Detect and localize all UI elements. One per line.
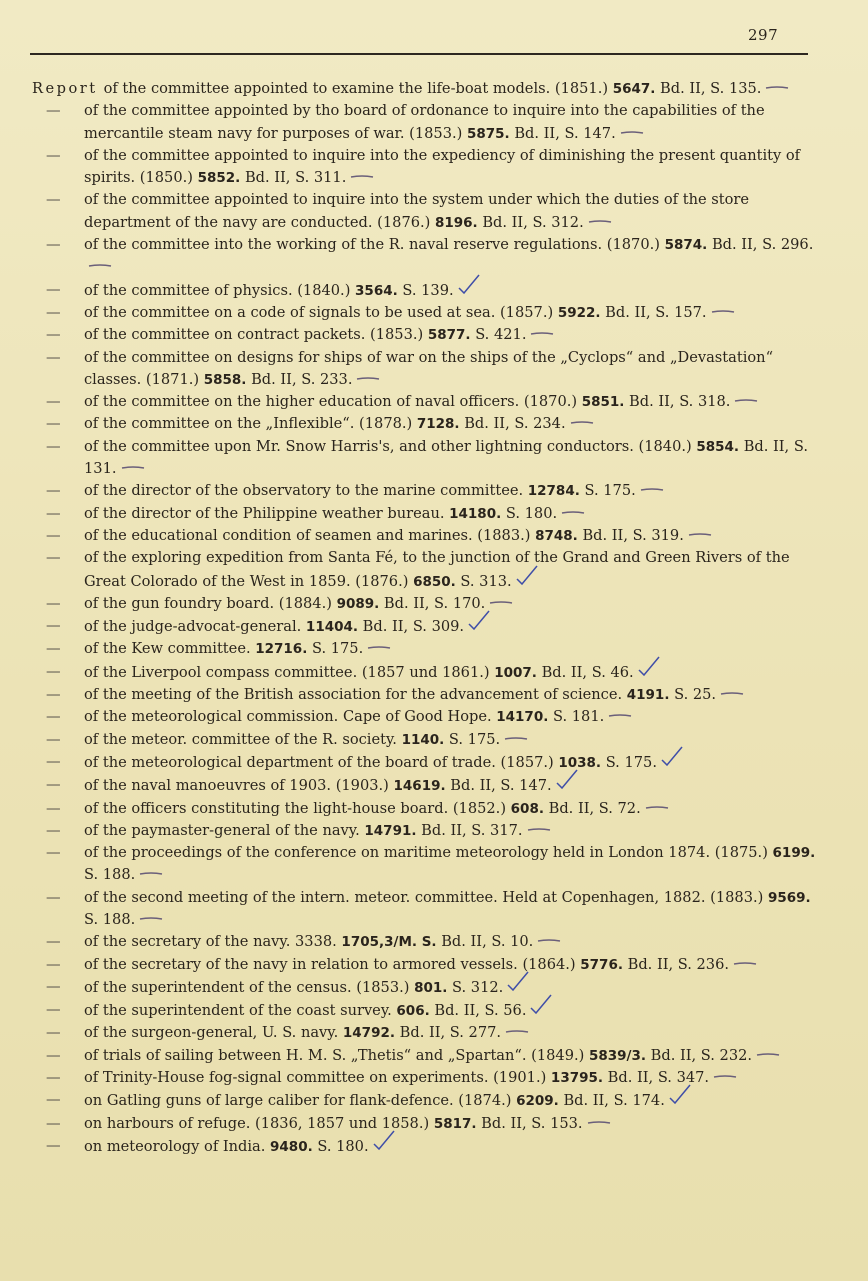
entry-number: 14170. [496, 709, 549, 726]
ditto-dash: — [46, 686, 61, 704]
index-entry [32, 1113, 824, 1135]
entry-number: 14791. [364, 822, 417, 839]
index-entry [32, 324, 824, 346]
entry-number: 11404. [305, 619, 359, 636]
index-entry [32, 887, 824, 932]
index-entry [32, 503, 824, 525]
entry-title: of the educational condition of seamen and marines. (1883.) [84, 526, 536, 544]
checkmark-icon [516, 570, 538, 586]
dash-mark-icon [608, 711, 632, 721]
entry-number: 5875. [466, 125, 510, 142]
checkmark-icon [556, 774, 578, 790]
ditto-dash: — [46, 526, 61, 544]
dash-mark-icon [587, 1118, 611, 1128]
entry-number: 5817. [433, 1115, 477, 1132]
dash-mark-icon [645, 803, 669, 813]
dash-mark-icon [588, 217, 612, 227]
entry-title: of the second meeting of the intern. meteor. committee. Held at Copenhagen, 1882. (1883.) [84, 888, 768, 906]
index-entry [32, 234, 824, 279]
dash-mark-icon [640, 485, 664, 495]
entry-title: of the meteorological department of the board of trade. (1857.) [84, 753, 559, 771]
entry-number: 5922. [557, 304, 601, 321]
checkmark-icon [507, 976, 529, 992]
entry-title: of the secretary of the navy in relation to armored vessels. (1864.) [84, 955, 581, 973]
ditto-dash: — [46, 236, 61, 254]
entry-title: of the meteorological commission. Cape of Good Hope. [84, 708, 497, 726]
entry-number: 1038. [558, 754, 602, 771]
index-entry [32, 347, 824, 392]
ditto-dash: — [46, 102, 61, 120]
dash-mark-icon [530, 329, 554, 339]
index-entry [32, 1089, 824, 1112]
entry-number: 5852. [197, 170, 241, 187]
entry-title: of the committee upon Mr. Snow Harris's, and other lightning conductors. (1840.) [84, 437, 697, 455]
entry-title: of the committee into the working of the R. naval reserve regulations. (1870.) [84, 236, 665, 254]
entry-number: 8748. [535, 527, 578, 544]
entry-reference: S. 188. [84, 866, 136, 884]
index-entry [32, 1135, 824, 1158]
entry-title: of the Kew committee. [84, 640, 256, 658]
entry-reference: Bd. II, S. 319. [582, 526, 684, 544]
ditto-dash: — [46, 415, 61, 433]
index-entry [32, 954, 824, 976]
entry-number: 5851. [581, 394, 625, 411]
index-entry [32, 593, 824, 615]
entry-reference: S. 175. [605, 753, 657, 771]
entry-reference: Bd. II, S. 312. [482, 213, 584, 231]
dash-mark-icon [733, 959, 757, 969]
dash-mark-icon [139, 914, 163, 924]
entry-number: 4191. [626, 687, 670, 704]
index-entry [32, 1067, 824, 1089]
checkmark-icon [468, 615, 490, 631]
entry-title: of the committee on the higher education of naval officers. (1870.) [84, 393, 582, 411]
ditto-dash: — [46, 933, 61, 951]
entry-title: of the director of the observatory to the marine committee. [84, 482, 528, 500]
ditto-dash: — [46, 326, 61, 344]
ditto-dash: — [46, 821, 61, 839]
entry-reference: S. 175. [311, 640, 364, 658]
dash-mark-icon [756, 1050, 780, 1060]
index-entry [32, 820, 824, 842]
dash-mark-icon [570, 418, 594, 428]
ditto-dash: — [46, 799, 61, 817]
index-entry [32, 189, 824, 234]
entry-title: of the surgeon-general, U. S. navy. [84, 1024, 343, 1042]
ditto-dash: — [46, 955, 61, 973]
entry-number: 5839/3. [588, 1047, 646, 1064]
index-entry [32, 391, 824, 413]
dash-mark-icon [765, 83, 789, 93]
checkmark-icon [638, 661, 660, 677]
ditto-dash: — [46, 730, 61, 748]
entry-reference: Bd. II, S. 147. [514, 124, 616, 142]
entry-title: of the director of the Philippine weather bureau. [84, 504, 450, 522]
checkmark-icon [458, 279, 480, 295]
ditto-dash: — [46, 594, 61, 612]
ditto-dash: — [46, 977, 61, 995]
ditto-dash: — [46, 482, 61, 500]
entry-number: 7128. [416, 416, 460, 433]
entry-reference: Bd. II, S. 232. [650, 1046, 753, 1064]
dash-mark-icon [527, 825, 551, 835]
entry-reference: Bd. II, S. 10. [441, 933, 534, 951]
dash-mark-icon [734, 396, 758, 406]
index-entry [32, 547, 824, 593]
index-entry [32, 798, 824, 820]
entry-number: 608. [510, 800, 544, 817]
entry-number: 5858. [203, 371, 247, 388]
entry-number: 1007. [494, 664, 537, 681]
entry-reference: S. 312. [452, 978, 504, 996]
dash-mark-icon [356, 374, 380, 384]
entry-title: of the committee appointed to inquire into the expediency of diminishing the present quantity of spirits. (1850.) [84, 146, 801, 187]
ditto-dash: — [46, 191, 61, 209]
index-entry [32, 684, 824, 706]
entry-number: 12716. [255, 641, 308, 658]
entry-title: of the naval manoeuvres of 1903. (1903.) [84, 777, 394, 795]
index-entry [32, 302, 824, 324]
checkmark-icon [530, 999, 552, 1015]
entry-number: 14619. [393, 778, 446, 795]
entry-title: on Gatling guns of large caliber for flank-defence. (1874.) [84, 1092, 517, 1110]
entry-number: 5647. [612, 81, 656, 97]
index-entry [32, 615, 824, 638]
entry-reference: Bd. II, S. 170. [383, 594, 486, 612]
dash-mark-icon [720, 689, 744, 699]
entry-title: of the committee appointed to examine the life-boat models. (1851.) [103, 80, 613, 97]
entry-number: 14180. [449, 505, 502, 522]
entry-title: of the proceedings of the conference on maritime meteorology held in London 1874. (1875.) [84, 844, 773, 862]
entry-heading: Report [32, 80, 98, 97]
entry-title: of the secretary of the navy. 3338. [84, 933, 342, 951]
dash-mark-icon [561, 508, 585, 518]
entry-number: 14792. [342, 1025, 395, 1042]
entry-reference: Bd. II, S. 236. [627, 955, 730, 973]
page-number: 297 [748, 26, 779, 44]
entry-number: 5877. [427, 327, 471, 344]
entry-reference: Bd. II, S. 174. [563, 1092, 665, 1110]
entry-reference: S. 175. [584, 482, 636, 500]
entry-number: 801. [414, 979, 448, 996]
entry-reference: Bd. II, S. 46. [541, 663, 634, 681]
entry-title: of the officers constituting the light-house board. (1852.) [84, 799, 511, 817]
entry-reference: S. 25. [674, 686, 717, 704]
entry-title: of the committee on contract packets. (1853.) [84, 326, 428, 344]
entry-reference: S. 175. [448, 730, 501, 748]
entry-number: 8196. [434, 214, 478, 231]
dash-mark-icon [688, 530, 712, 540]
ditto-dash: — [46, 393, 61, 411]
entry-title: of the paymaster-general of the navy. [84, 821, 365, 839]
index-entry [32, 976, 824, 999]
index-entry [32, 999, 824, 1022]
ditto-dash: — [46, 708, 61, 726]
index-entry [32, 842, 824, 887]
entry-reference: S. 421. [475, 326, 527, 344]
entry-number: 9569. [767, 889, 811, 906]
entry-reference: Bd. II, S. 318. [629, 393, 731, 411]
entry-number: 3564. [355, 282, 398, 299]
dash-mark-icon [350, 172, 374, 182]
entry-title: of trials of sailing between H. M. S. „Thetis“ and „Spartan“. (1849.) [84, 1046, 589, 1064]
ditto-dash: — [46, 776, 61, 794]
entry-number: 1140. [401, 731, 445, 748]
entry-reference: Bd. II, S. 309. [362, 618, 465, 636]
entry-reference: S. 180. [317, 1137, 369, 1155]
dash-mark-icon [505, 1027, 529, 1037]
index-entry [32, 78, 824, 100]
ditto-dash: — [46, 1046, 61, 1064]
entry-reference: Bd. II, S. 347. [607, 1069, 710, 1087]
entry-reference: S. 181. [553, 708, 605, 726]
index-entry [32, 638, 824, 660]
index-entry [32, 525, 824, 547]
entry-reference: Bd. II, S. 157. [605, 303, 707, 321]
dash-mark-icon [489, 598, 513, 608]
entry-reference: Bd. II, S. 234. [464, 415, 566, 433]
ditto-dash: — [46, 348, 61, 366]
entry-title: of the meeting of the British association for the advancement of science. [84, 686, 627, 704]
entry-title: of the committee on designs for ships of war on the ships of the „Cyclops“ and „Devastation“ classes. (1871.) [84, 348, 774, 388]
index-entry [32, 436, 824, 481]
entry-title: of the meteor. committee of the R. society. [84, 730, 402, 748]
ditto-dash: — [46, 752, 61, 770]
entry-title: of the committee on the „Inflexible“. (1878.) [84, 415, 417, 433]
header-rule [30, 53, 808, 55]
dash-mark-icon [367, 643, 391, 653]
ditto-dash: — [46, 303, 61, 321]
entry-title: of the superintendent of the census. (1853.) [84, 978, 415, 996]
ditto-dash: — [46, 1136, 61, 1154]
entry-number: 6199. [772, 845, 816, 862]
entry-number: 9480. [270, 1138, 313, 1155]
entry-number: 5854. [696, 438, 740, 455]
ditto-dash: — [46, 146, 61, 164]
entry-reference: S. 180. [505, 504, 558, 522]
entry-reference: S. 313. [460, 572, 512, 590]
entry-title: of the Liverpool compass committee. (1857 und 1861.) [84, 663, 495, 681]
dash-mark-icon [620, 128, 644, 138]
ditto-dash: — [46, 640, 61, 658]
entry-reference: Bd. II, S. 317. [421, 821, 523, 839]
entry-reference: S. 188. [84, 910, 136, 928]
index-entry [32, 729, 824, 751]
entry-title: of the superintendent of the coast survey. [84, 1002, 397, 1020]
checkmark-icon [669, 1089, 691, 1105]
entry-title: of the exploring expedition from Santa Fé, to the junction of the Grand and Green Rivers of the Great Colorado of the West in 1859. (1876.) [84, 549, 790, 590]
dash-mark-icon [121, 463, 145, 473]
entry-number: 12784. [527, 483, 580, 500]
entry-number: 6850. [413, 573, 456, 590]
entry-number: 13795. [550, 1070, 604, 1087]
ditto-dash: — [46, 1114, 61, 1132]
index-entry [32, 706, 824, 728]
entry-title: of the committee of physics. (1840.) [84, 281, 356, 299]
entry-number: 5874. [664, 237, 708, 254]
dash-mark-icon [711, 307, 735, 317]
ditto-dash: — [46, 617, 61, 635]
entry-title: on harbours of refuge. (1836, 1857 und 1858.) [84, 1114, 434, 1132]
entry-title: of the committee on a code of signals to be used at sea. (1857.) [84, 303, 558, 321]
entry-number: 5776. [580, 956, 623, 973]
dash-mark-icon [504, 734, 528, 744]
ditto-dash: — [46, 280, 61, 298]
ditto-dash: — [46, 844, 61, 862]
index-entry [32, 751, 824, 774]
index-entry [32, 774, 824, 797]
entry-title: on meteorology of India. [84, 1137, 271, 1155]
index-entries [32, 78, 824, 1158]
entry-reference: Bd. II, S. 135. [660, 80, 762, 97]
index-entry [32, 145, 824, 190]
entry-title: of the gun foundry board. (1884.) [84, 594, 337, 612]
entry-number: 9089. [336, 595, 380, 612]
entry-title: of Trinity-House fog-signal committee on experiments. (1901.) [84, 1069, 551, 1087]
ditto-dash: — [46, 1001, 61, 1019]
index-entry [32, 931, 824, 953]
dash-mark-icon [139, 869, 163, 879]
index-entry [32, 413, 824, 435]
index-entry [32, 480, 824, 502]
checkmark-icon [373, 1135, 395, 1151]
entry-reference: Bd. II, S. 277. [399, 1024, 502, 1042]
ditto-dash: — [46, 549, 61, 567]
entry-title: of the judge-advocat-general. [84, 618, 306, 636]
index-entry [32, 1022, 824, 1044]
dash-mark-icon [713, 1072, 737, 1082]
entry-title: of the committee appointed to inquire into the system under which the duties of the store department of the navy are conducted. (1876.) [84, 191, 749, 231]
entry-reference: Bd. II, S. 131. [84, 437, 808, 478]
entry-reference: Bd. II, S. 233. [251, 370, 353, 388]
entry-reference: Bd. II, S. 153. [481, 1114, 583, 1132]
ditto-dash: — [46, 662, 61, 680]
entry-reference: Bd. II, S. 296. [711, 236, 814, 254]
checkmark-icon [661, 751, 683, 767]
entry-reference: Bd. II, S. 72. [548, 799, 641, 817]
index-entry [32, 1045, 824, 1067]
entry-number: 606. [396, 1003, 430, 1020]
entry-reference: S. 139. [402, 281, 454, 299]
entry-title: of the committee appointed by tho board of ordonance to inquire into the capabilities of the mercantile steam navy for purposes of war. (1853.) [84, 102, 765, 142]
entry-reference: Bd. II, S. 56. [434, 1002, 527, 1020]
ditto-dash: — [46, 1069, 61, 1087]
dash-mark-icon [88, 261, 112, 271]
index-entry [32, 279, 824, 302]
index-entry [32, 100, 824, 145]
ditto-dash: — [46, 888, 61, 906]
ditto-dash: — [46, 1024, 61, 1042]
entry-number: 1705,3/M. S. [341, 934, 437, 951]
ditto-dash: — [46, 504, 61, 522]
ditto-dash: — [46, 437, 61, 455]
index-entry [32, 661, 824, 684]
ditto-dash: — [46, 1091, 61, 1109]
entry-reference: Bd. II, S. 311. [244, 169, 347, 187]
dash-mark-icon [537, 936, 561, 946]
entry-reference: Bd. II, S. 147. [450, 777, 552, 795]
entry-number: 6209. [516, 1093, 559, 1110]
